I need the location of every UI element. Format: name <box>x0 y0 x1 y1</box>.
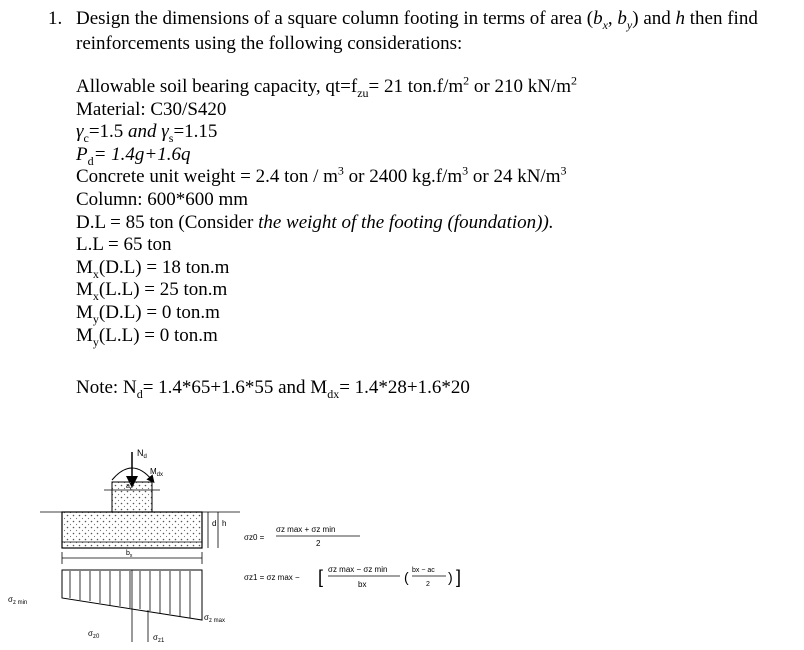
question-line-1: Design the dimensions of a square column footing in terms of area ($b_x$, $b_y$) and h then find <box>76 8 758 32</box>
moment-y-live: $M_y(L.L) = 0$ ton.m <box>76 324 218 349</box>
eq2-frac-numerator: σz max − σz min <box>328 565 388 574</box>
eq2-frac-denominator: bx <box>358 580 367 589</box>
concrete-unit-weight: Concrete unit weight = 2.4 ton / $m^3$ or 2400 $kg.f/m^3$ or 24 $kN/m^3$ <box>76 164 567 188</box>
moment-x-dead: $M_x(D.L) = 18$ ton.m <box>76 256 230 281</box>
eq1-numerator: σz max + σz min <box>276 525 336 534</box>
h-label: h <box>222 519 227 528</box>
parameter-list <box>76 73 796 349</box>
pressure-arrows <box>70 571 190 618</box>
eq2-inner-numerator: bx − ac <box>412 567 435 574</box>
eq2-inner-denominator: 2 <box>426 581 430 588</box>
soil-capacity: Allowable soil bearing capacity, $qt=f_{zu}= 21$ $ton.f/m^2$ or 210 $kN/m^2$ <box>76 73 578 100</box>
mdx-label: $M_{dx}$ <box>150 467 164 478</box>
d-label: d <box>212 519 217 528</box>
question-heading <box>48 6 804 56</box>
column-size: Column: 600*600 mm <box>76 188 249 210</box>
question-number: 1. <box>48 8 63 29</box>
footing-slab <box>62 512 202 548</box>
eq2-lhs: σz1 = σz max − <box>244 573 300 582</box>
ac-label: $a_c$ <box>126 483 133 492</box>
nd-label: $N_d$ <box>137 448 147 460</box>
question-text <box>76 6 804 56</box>
live-load: L.L = 65 ton <box>76 234 172 256</box>
moment-y-dead: $M_y(D.L) = 0$ ton.m <box>76 301 220 326</box>
sigma-zmin-label: $\sigma_{z min}$ <box>8 595 28 606</box>
eq2-paren-close: ) <box>448 569 453 585</box>
design-load-formula: $P_d= 1.4g+1.6q$ <box>76 143 191 168</box>
sigma-z1-label: $\sigma_{z1}$ <box>153 633 165 644</box>
sigma-zmax-label: $\sigma_{z max}$ <box>204 613 225 624</box>
eq1-denominator: 2 <box>316 539 321 548</box>
eq2-paren-open: ( <box>404 569 409 585</box>
material: Material: C30/S420 <box>76 98 227 120</box>
eq1-lhs: σz0 = <box>244 533 265 542</box>
note-line: Note: $N_d= 1.4*65+1.6*55$ and $M_{dx}= 1.4*28+1.6*20$ <box>76 377 470 401</box>
eq2-bracket-open: [ <box>318 567 324 587</box>
eq2-bracket-close: ] <box>456 567 462 587</box>
footing-diagram <box>0 430 804 650</box>
bx-label: $b_x$ <box>126 550 133 559</box>
sigma-z0-label: $\sigma_{z0}$ <box>88 629 100 640</box>
moment-x-live: $M_x(L.L) = 25$ ton.m <box>76 279 228 304</box>
safety-factors: $\gamma_c=1.5$ and $\gamma_s=1.15$ <box>76 121 218 145</box>
dead-load: D.L = 85 ton (Consider the weight of the footing (foundation)). <box>76 211 554 233</box>
question-line-2: reinforcements using the following considerations: <box>76 33 463 54</box>
